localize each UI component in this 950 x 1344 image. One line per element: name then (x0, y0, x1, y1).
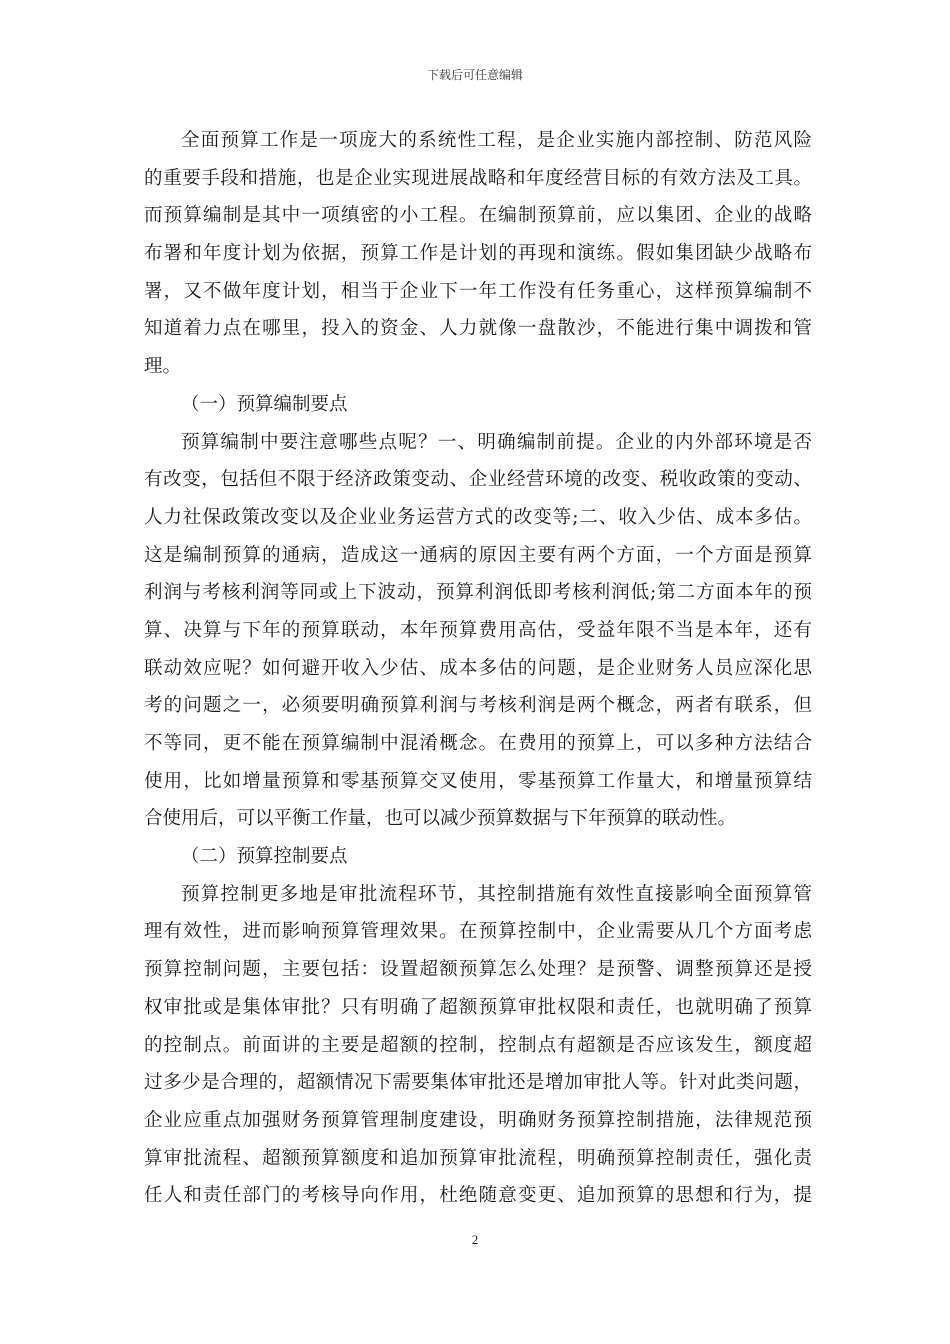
paragraph-line: 预算控制问题，主要包括：设置超额预算怎么处理？是预警、调整预算还是授 (144, 959, 812, 981)
paragraph-line: 人力社保政策改变以及企业业务运营方式的改变等;二、收入少估、成本多估。 (144, 506, 812, 528)
paragraph-line: 的控制点。前面讲的主要是超额的控制，控制点有超额是否应该发生，额度超 (144, 1034, 812, 1056)
paragraph-line: 理有效性，进而影响预算管理效果。在预算控制中，企业需要从几个方面考虑 (144, 921, 812, 943)
document-body (144, 122, 812, 1215)
paragraph-line: 联动效应呢？如何避开收入少估、成本多估的问题，是企业财务人员应深化思 (144, 657, 812, 679)
paragraph-line: 算、决算与下年的预算联动，本年预算费用高估，受益年限不当是本年，还有 (144, 619, 812, 641)
paragraph-line: 预算控制更多地是审批流程环节，其控制措施有效性直接影响全面预算管 (181, 883, 812, 905)
paragraph-line: 不等同，更不能在预算编制中混淆概念。在费用的预算上，可以多种方法结合 (144, 733, 812, 754)
paragraph-line: 的重要手段和措施，也是企业实现进展战略和年度经营目标的有效方法及工具。 (144, 167, 812, 189)
paragraph-line: 这是编制预算的通病，造成这一通病的原因主要有两个方面，一个方面是预算 (144, 544, 812, 566)
paragraph-line: 知道着力点在哪里，投入的资金、人力就像一盘散沙，不能进行集中调拨和管 (144, 318, 812, 340)
paragraph-line: 全面预算工作是一项庞大的系统性工程，是企业实施内部控制、防范风险 (181, 130, 812, 151)
page-header: 下载后可任意编辑 (426, 68, 523, 82)
section-heading: （二）预算控制要点 (181, 846, 348, 868)
paragraph-line: 权审批或是集体审批？只有明确了超额预算审批权限和责任，也就明确了预算 (144, 996, 812, 1018)
paragraph-line: 任人和责任部门的考核导向作用，杜绝随意变更、追加预算的思想和行为，提 (144, 1185, 812, 1207)
paragraph-line: 使用，比如增量预算和零基预算交叉使用，零基预算工作量大，和增量预算结 (144, 770, 812, 792)
paragraph-line: 合使用后，可以平衡工作量，也可以减少预算数据与下年预算的联动性。 (144, 808, 737, 830)
paragraph-line: 而预算编制是其中一项缜密的小工程。在编制预算前，应以集团、企业的战略 (144, 205, 812, 227)
paragraph-line: 企业应重点加强财务预算管理制度建设，明确财务预算控制措施，法律规范预 (144, 1109, 812, 1131)
section-heading: （一）预算编制要点 (181, 393, 348, 415)
paragraph-line: 算审批流程、超额预算额度和追加预算审批流程，明确预算控制责任，强化责 (144, 1147, 812, 1169)
paragraph-line: 过多少是合理的，超额情况下需要集体审批还是增加审批人等。针对此类问题， (144, 1072, 812, 1094)
paragraph-line: 预算编制中要注意哪些点呢？一、明确编制前提。企业的内外部环境是否 (181, 431, 812, 453)
paragraph-line: 署，又不做年度计划，相当于企业下一年工作没有任务重心，这样预算编制不 (144, 280, 812, 302)
paragraph-line: 布署和年度计划为依据，预算工作是计划的再现和演练。假如集团缺少战略布 (144, 243, 812, 265)
paragraph-line: 利润与考核利润等同或上下波动，预算利润低即考核利润低;第二方面本年的预 (144, 582, 812, 604)
paragraph-line: 理。 (144, 356, 182, 378)
paragraph-line: 考的问题之一，必须要明确预算利润与考核利润是两个概念，两者有联系，但 (144, 695, 812, 717)
page-number: 2 (471, 1232, 479, 1247)
paragraph-line: 有改变，包括但不限于经济政策变动、企业经营环境的改变、税收政策的变动、 (144, 469, 812, 491)
